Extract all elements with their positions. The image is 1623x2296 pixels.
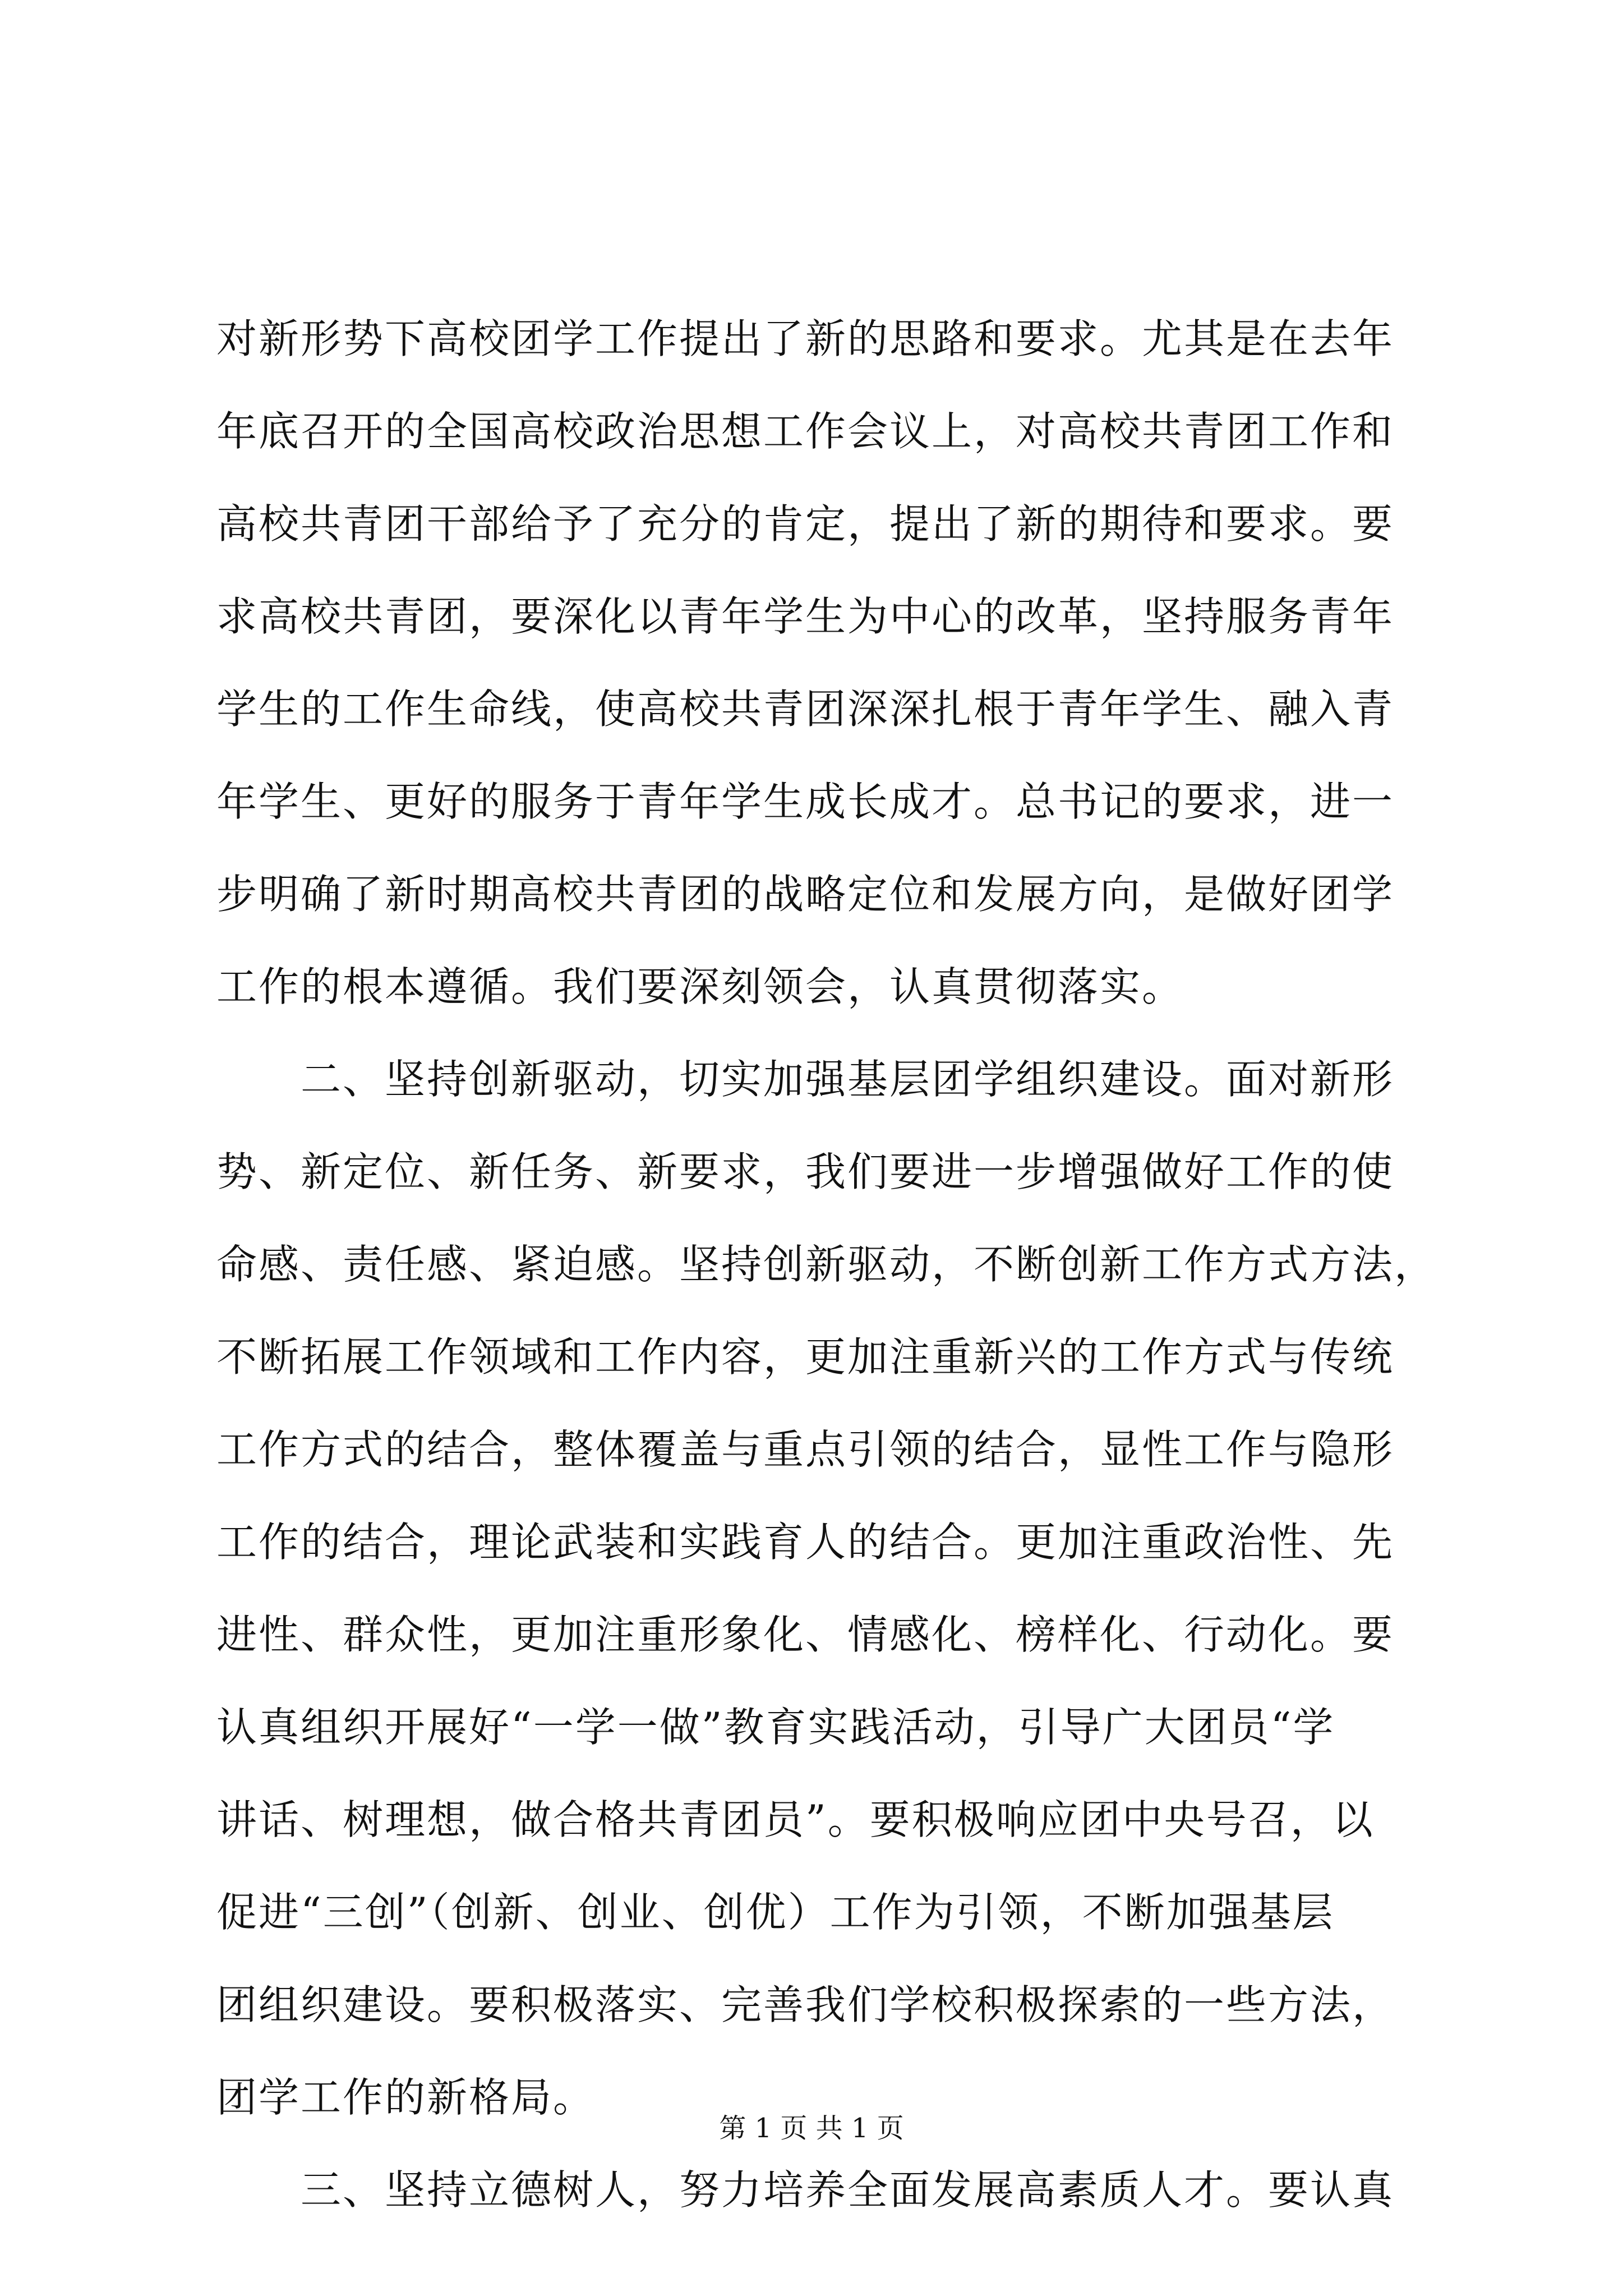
text-line: 工作方式的结合，整体覆盖与重点引领的结合，显性工作与隐形 — [216, 1426, 1395, 1473]
page-footer — [0, 2110, 1623, 2146]
text-line: 认真组织开展好“一学一做”教育实践活动，引导广大团员“学 — [216, 1704, 1335, 1751]
text-line: 不断拓展工作领域和工作内容，更加注重新兴的工作方式与传统 — [216, 1333, 1395, 1381]
text-line: 学生的工作生命线，使高校共青团深深扎根于青年学生、融入青 — [216, 685, 1395, 733]
text-line: 求高校共青团，要深化以青年学生为中心的改革，坚持服务青年 — [216, 593, 1395, 640]
text-line: 工作的根本遵循。我们要深刻领会，认真贯彻落实。 — [216, 963, 1184, 1010]
text-line: 步明确了新时期高校共青团的战略定位和发展方向，是做好团学 — [216, 871, 1395, 918]
text-line: 命感、责任感、紧迫感。坚持创新驱动，不断创新工作方式方法， — [216, 1241, 1437, 1288]
text-line: 三、坚持立德树人，努力培养全面发展高素质人才。要认真 — [216, 2166, 1395, 2214]
page-number-label: 第 1 页 共 1 页 — [719, 2113, 904, 2144]
text-line: 年学生、更好的服务于青年学生成长成才。总书记的要求，进一 — [216, 778, 1395, 825]
text-line: 对新形势下高校团学工作提出了新的思路和要求。尤其是在去年 — [216, 315, 1395, 362]
text-line: 工作的结合，理论武装和实践育人的结合。更加注重政治性、先 — [216, 1519, 1395, 1566]
text-line: 进性、群众性，更加注重形象化、情感化、榜样化、行动化。要 — [216, 1611, 1395, 1658]
text-line: 势、新定位、新任务、新要求，我们要进一步增强做好工作的使 — [216, 1148, 1395, 1195]
text-line: 讲话、树理想，做合格共青团员”。要积极响应团中央号召，以 — [216, 1796, 1375, 1843]
text-line: 高校共青团干部给予了充分的肯定，提出了新的期待和要求。要 — [216, 500, 1395, 547]
text-line: 促进“三创”（创新、创业、创优）工作为引领，不断加强基层 — [216, 1889, 1335, 1936]
text-line: 年底召开的全国高校政治思想工作会议上，对高校共青团工作和 — [216, 408, 1395, 455]
text-line: 团学工作的新格局。 — [216, 2074, 596, 2121]
text-line: 二、坚持创新驱动，切实加强基层团学组织建设。面对新形 — [216, 1056, 1395, 1103]
text-line: 团组织建设。要积极落实、完善我们学校积极探索的一些方法， — [216, 1981, 1395, 2028]
